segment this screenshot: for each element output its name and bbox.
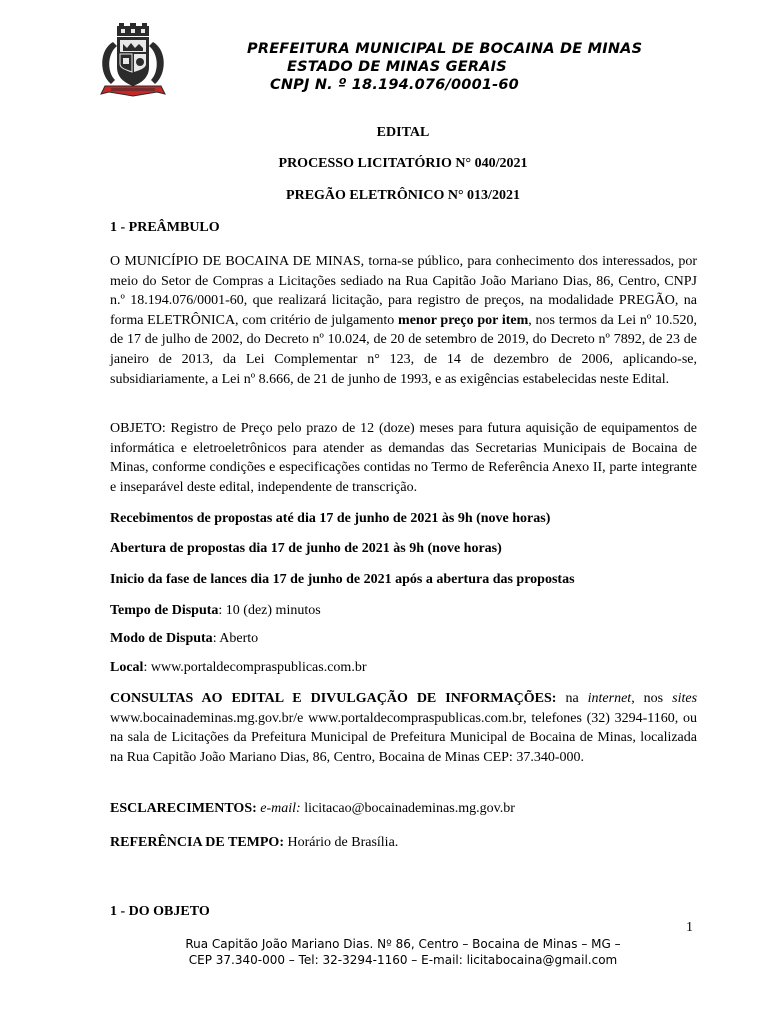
section-do-objeto-heading: 1 - DO OBJETO xyxy=(110,904,210,919)
referencia-label: REFERÊNCIA DE TEMPO: xyxy=(110,835,284,850)
header-state: ESTADO DE MINAS GERAIS xyxy=(287,59,507,75)
local-disputa xyxy=(110,660,366,676)
consultas-label: CONSULTAS AO EDITAL E DIVULGAÇÃO DE INFORMAÇÕES: xyxy=(110,691,557,706)
tempo-disputa xyxy=(110,603,321,619)
tempo-label: Tempo de Disputa xyxy=(110,603,219,618)
modo-value: : Aberto xyxy=(212,631,259,646)
preamble-text-b: , nos termos da Lei nº 10.520, de 17 de julho de 2002, do Decreto nº 10.024, de 20 de setembro de 2019, do Decreto nº 7892, de 23 de janeiro de 2013, da Lei Complementar n° 123, de 14 de dezembro de 2006, aplicando-se, subsidiariamente, a Lei nº 8.666, de 21 de junho de 1993, e as exigências estabelecidas neste Edital. xyxy=(110,312,697,387)
esclarecimentos xyxy=(110,801,515,817)
consultas-internet: internet xyxy=(587,691,632,706)
modo-label: Modo de Disputa xyxy=(110,631,213,646)
consultas-text-1: na xyxy=(556,691,588,706)
schedule-abertura: Abertura de propostas dia 17 de junho de 2021 às 9h (nove horas) xyxy=(110,541,502,556)
objeto-text: OBJETO: Registro de Preço pelo prazo de 12 (doze) meses para futura aquisição de equipamentos de informática e eletroeletrônicos para atender as demandas das Secretarias Municipais de Bocaina de Minas, conforme condições e especificações contidas no Termo de Referência Anexo II, parte integrante e inseparável deste edital, independente de transcrição. xyxy=(110,421,697,495)
preamble-paragraph xyxy=(110,252,697,389)
consultas-sites: sites xyxy=(672,691,698,706)
title-processo: PROCESSO LICITATÓRIO N° 040/2021 xyxy=(278,156,528,171)
esclarecimentos-email: licitacao@bocainademinas.mg.gov.br xyxy=(300,801,515,816)
schedule-recebimentos: Recebimentos de propostas até dia 17 de junho de 2021 às 9h (nove horas) xyxy=(110,511,551,526)
page-number: 1 xyxy=(686,920,693,935)
municipal-coat-of-arms xyxy=(97,22,169,100)
preamble-heading: 1 - PREÂMBULO xyxy=(110,220,220,235)
title-pregao: PREGÃO ELETRÔNICO N° 013/2021 xyxy=(286,188,520,203)
schedule-inicio: Inicio da fase de lances dia 17 de junho de 2021 após a abertura das propostas xyxy=(110,572,575,587)
local-value: : www.portaldecompraspublicas.com.br xyxy=(143,660,367,675)
tempo-value: : 10 (dez) minutos xyxy=(218,603,321,618)
consultas-paragraph xyxy=(110,689,697,767)
consultas-text-2: , nos xyxy=(631,691,673,706)
modo-disputa xyxy=(110,631,258,647)
esclarecimentos-email-label: e-mail: xyxy=(256,801,301,816)
esclarecimentos-label: ESCLARECIMENTOS: xyxy=(110,801,257,816)
header-cnpj: CNPJ N. º 18.194.076/0001-60 xyxy=(270,77,519,93)
referencia-tempo xyxy=(110,835,398,851)
objeto-paragraph xyxy=(110,419,697,497)
header-city-hall: PREFEITURA MUNICIPAL DE BOCAINA DE MINAS xyxy=(247,41,643,57)
referencia-value: Horário de Brasília. xyxy=(283,835,399,850)
consultas-text-3: www.bocainademinas.mg.gov.br/e www.portaldecompraspublicas.com.br, telefones (32) 3294-1160, ou na sala de Licitações da Prefeitura Municipal de Prefeitura Municipal de Bocaina de Minas, localizada na Rua Capitão João Mariano Dias, 86, Centro, Bocaina de Minas CEP: 37.340-000. xyxy=(110,710,697,765)
title-edital: EDITAL xyxy=(376,125,430,140)
footer-address: Rua Capitão João Mariano Dias. Nº 86, Centro – Bocaina de Minas – MG – xyxy=(185,937,621,951)
preamble-text-a: O MUNICÍPIO DE BOCAINA DE MINAS, torna-se público, para conhecimento dos interessados, por meio do Setor de Compras a Licitações sediado na Rua Capitão João Mariano Dias, 86, Centro, CNPJ n.º 18.194.076/0001-60, que realizará licitação, para registro de preços, na modalidade PREGÃO, na forma ELETRÔNICA, com critério de julgamento xyxy=(110,254,697,328)
local-label: Local xyxy=(110,660,144,675)
preamble-criterion: menor preço por item xyxy=(398,312,529,328)
footer-contact: CEP 37.340-000 – Tel: 32-3294-1160 – E-mail: licitabocaina@gmail.com xyxy=(188,953,618,967)
